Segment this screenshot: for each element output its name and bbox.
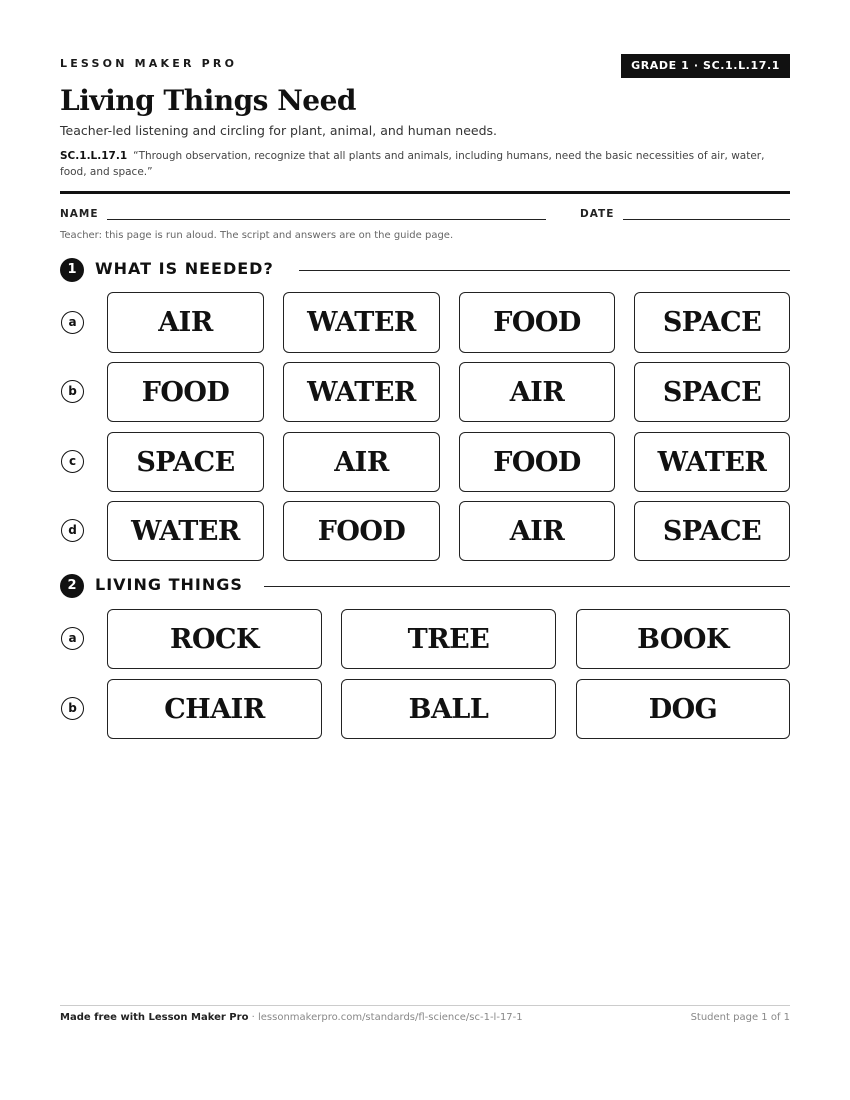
grade-badge: GRADE 1 · SC.1.L.17.1 xyxy=(621,54,790,78)
word-choice-1d-3[interactable]: AIR xyxy=(459,501,615,561)
word-choice-1d-4[interactable]: SPACE xyxy=(634,501,790,561)
standard-text: “Through observation, recognize that all plants and animals, including humans, need the basic necessities of air, water, food, and space.” xyxy=(60,150,765,178)
date-field[interactable] xyxy=(623,219,790,220)
section-2-title: LIVING THINGS xyxy=(95,575,243,594)
name-label: NAME xyxy=(60,208,99,220)
section-2-number: 2 xyxy=(60,574,84,598)
word-choice-1c-1[interactable]: SPACE xyxy=(107,432,264,492)
word-choice-2a-3[interactable]: BOOK xyxy=(576,609,790,669)
section-1-title: WHAT IS NEEDED? xyxy=(95,259,274,278)
page-title: Living Things Need xyxy=(60,84,356,117)
word-choice-1b-3[interactable]: AIR xyxy=(459,362,615,422)
brand-name: LESSON MAKER PRO xyxy=(60,57,238,70)
word-choice-1b-2[interactable]: WATER xyxy=(283,362,440,422)
word-choice-2a-1[interactable]: ROCK xyxy=(107,609,322,669)
word-choice-1c-2[interactable]: AIR xyxy=(283,432,440,492)
word-choice-2b-1[interactable]: CHAIR xyxy=(107,679,322,739)
footer-divider xyxy=(60,1005,790,1006)
word-choice-1d-1[interactable]: WATER xyxy=(107,501,264,561)
word-choice-2b-3[interactable]: DOG xyxy=(576,679,790,739)
header-divider xyxy=(60,191,790,194)
teacher-note: Teacher: this page is run aloud. The script and answers are on the guide page. xyxy=(60,230,454,241)
footer-credit xyxy=(60,1012,523,1023)
word-choice-1b-1[interactable]: FOOD xyxy=(107,362,264,422)
section-1-divider xyxy=(299,270,790,271)
row-letter-1c: c xyxy=(61,450,84,473)
footer-url: · lessonmakerpro.com/standards/fl-science/sc-1-l-17-1 xyxy=(248,1012,523,1023)
footer-page-number: Student page 1 of 1 xyxy=(690,1012,790,1023)
word-choice-1b-4[interactable]: SPACE xyxy=(634,362,790,422)
section-2-divider xyxy=(264,586,790,587)
word-choice-1a-3[interactable]: FOOD xyxy=(459,292,615,353)
row-letter-2a: a xyxy=(61,627,84,650)
word-choice-1d-2[interactable]: FOOD xyxy=(283,501,440,561)
word-choice-1c-4[interactable]: WATER xyxy=(634,432,790,492)
word-choice-1c-3[interactable]: FOOD xyxy=(459,432,615,492)
footer-made-with: Made free with Lesson Maker Pro xyxy=(60,1012,249,1023)
row-letter-1d: d xyxy=(61,519,84,542)
row-letter-1a: a xyxy=(61,311,84,334)
word-choice-2b-2[interactable]: BALL xyxy=(341,679,556,739)
word-choice-1a-4[interactable]: SPACE xyxy=(634,292,790,353)
name-field[interactable] xyxy=(107,219,546,220)
word-choice-1a-1[interactable]: AIR xyxy=(107,292,264,353)
row-letter-2b: b xyxy=(61,697,84,720)
row-letter-1b: b xyxy=(61,380,84,403)
standard-code: SC.1.L.17.1 xyxy=(60,150,128,162)
word-choice-1a-2[interactable]: WATER xyxy=(283,292,440,353)
page-subtitle: Teacher-led listening and circling for plant, animal, and human needs. xyxy=(60,123,497,138)
word-choice-2a-2[interactable]: TREE xyxy=(341,609,556,669)
standard-description xyxy=(60,148,790,180)
section-1-number: 1 xyxy=(60,258,84,282)
date-label: DATE xyxy=(580,208,615,220)
